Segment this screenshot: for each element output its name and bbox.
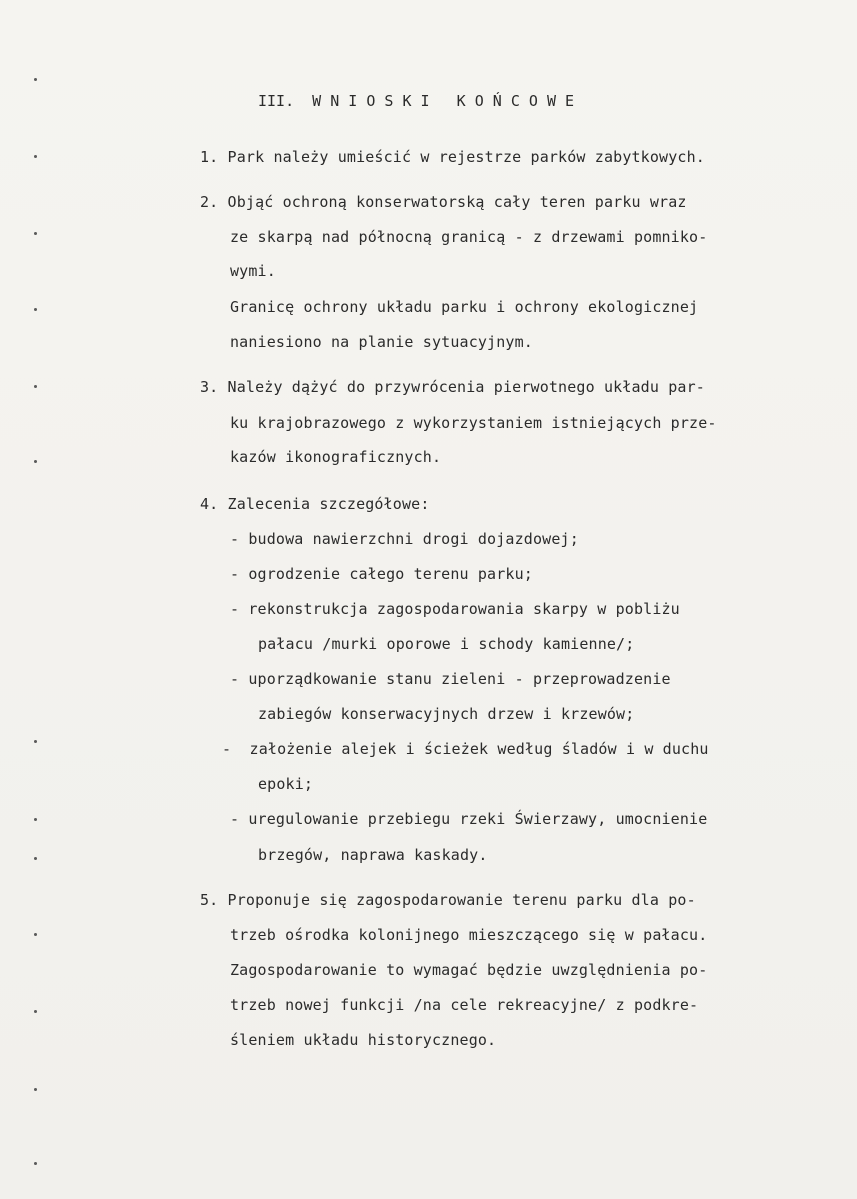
text-line: - uporządkowanie stanu zieleni - przeprowadzenie	[230, 670, 671, 688]
margin-mark	[34, 460, 37, 463]
margin-mark	[34, 1162, 37, 1165]
margin-mark	[34, 818, 37, 821]
text-line: Granicę ochrony układu parku i ochrony ekologicznej	[230, 298, 699, 316]
text-line: - założenie alejek i ścieżek według śladów i w duchu	[222, 740, 709, 758]
text-line: zabiegów konserwacyjnych drzew i krzewów;	[258, 705, 635, 723]
margin-mark	[34, 385, 37, 388]
margin-mark	[34, 1010, 37, 1013]
margin-mark	[34, 933, 37, 936]
text-line: 5. Proponuje się zagospodarowanie terenu parku dla po-	[200, 891, 696, 909]
text-line: śleniem układu historycznego.	[230, 1031, 497, 1049]
text-line: - ogrodzenie całego terenu parku;	[230, 565, 533, 583]
text-line: 2. Objąć ochroną konserwatorską cały teren parku wraz	[200, 193, 687, 211]
text-line: 4. Zalecenia szczegółowe:	[200, 495, 430, 513]
section-title: III. W N I O S K I K O Ń C O W E	[258, 92, 575, 110]
text-line: wymi.	[230, 262, 276, 280]
text-line: trzeb nowej funkcji /na cele rekreacyjne/ z podkre-	[230, 996, 699, 1014]
text-line: - rekonstrukcja zagospodarowania skarpy w pobliżu	[230, 600, 680, 618]
text-line: epoki;	[258, 775, 314, 793]
margin-mark	[34, 78, 37, 81]
text-line: 1. Park należy umieścić w rejestrze parków zabytkowych.	[200, 148, 705, 166]
text-line: 3. Należy dążyć do przywrócenia pierwotnego układu par-	[200, 378, 705, 396]
margin-mark	[34, 232, 37, 235]
text-line: ze skarpą nad północną granicą - z drzewami pomniko-	[230, 228, 708, 246]
text-line: trzeb ośrodka kolonijnego mieszczącego się w pałacu.	[230, 926, 708, 944]
margin-mark	[34, 308, 37, 311]
text-line: ku krajobrazowego z wykorzystaniem istniejących prze-	[230, 414, 717, 432]
text-line: - uregulowanie przebiegu rzeki Świerzawy, umocnienie	[230, 810, 708, 828]
margin-mark	[34, 857, 37, 860]
text-line: kazów ikonograficznych.	[230, 448, 442, 466]
text-line: - budowa nawierzchni drogi dojazdowej;	[230, 530, 579, 548]
margin-mark	[34, 740, 37, 743]
margin-mark	[34, 155, 37, 158]
text-line: naniesiono na planie sytuacyjnym.	[230, 333, 533, 351]
margin-mark	[34, 1088, 37, 1091]
text-line: Zagospodarowanie to wymagać będzie uwzględnienia po-	[230, 961, 708, 979]
text-line: pałacu /murki oporowe i schody kamienne/;	[258, 635, 635, 653]
text-line: brzegów, naprawa kaskady.	[258, 846, 488, 864]
